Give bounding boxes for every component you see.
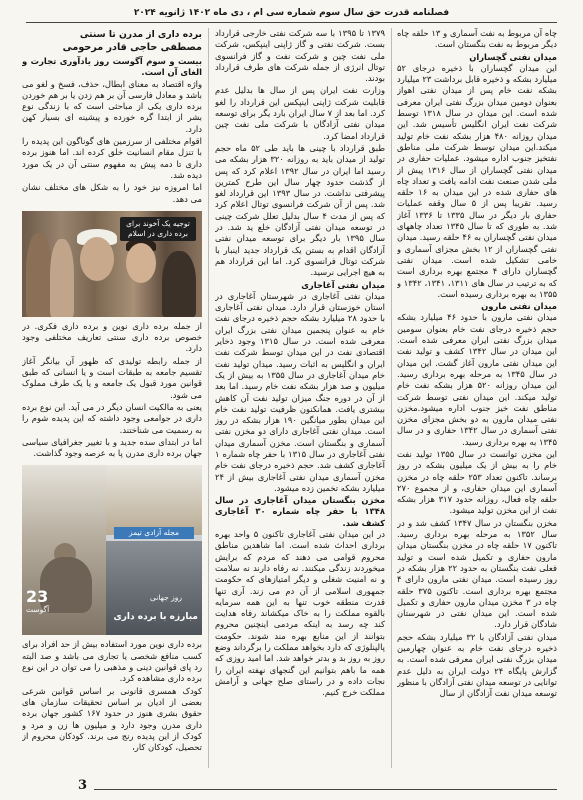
body-paragraph: طبق قرارداد با چینی ها باید طی ۵۲ ماه حجم تولید از میدان باید به روزانه ۳۲۰ هزار بشکه می رسید اما ایران در سال ۱۳۹۲ اعلام کرد که پس از گذشت حدود چهار سال این طرح کمترین پیشرفتی نداشت. در سال ۱۳۹۳ این قرارداد لغو شد. پس از آن شرکت فرانسوی توتال اعلام کرد که پس از مدت ۴ سال بدلیل تعلل شرکت چینی در توسعه میدان نفتی آزادگان خلع ید شد. در سال ۱۳۹۵ بار دیگر برای توسعه میدان نفتی آزادگان اقدام به بستن یک قرارداد جدید اینبار با شرکت توتال فرانسوی کرد. اما این قرارداد هم به هیچ اجرایی نرسید.: [215, 142, 385, 278]
body-paragraph: این میدان گچساران با ذخیره درجای ۵۲ میلیارد بشکه و ذخیره قابل برداشت ۲۳ میلیارد بشکه نفت خام پس از میدان نفتی اهواز بعنوان دومین میدان بزرگ نفتی ایران معرفی شده است. این میدان در سال ۱۳۱۸ توسط شرکت نفت ایران انگلیس تأسیس شد. این میدان روزانه ۴۸۰ هزار بشکه نفت خام تولید میکند.این میدان توسط شرکت ملی مناطق نفتخیز جنوب اداره میشود. عملیات حفاری در میدان نفتی گچساران از سال ۱۳۱۶ پیش از ملی شدن صنعت نفت ادامه یافت و تعداد چاه های حفاری شده در این میدان به ۱۶ حلقه رسید. تقریبا پس از ۵ سال وقفه عملیات حفاری بار دیگر در سال ۱۳۳۵ تا ۱۳۳۶ آغاز شد. به طوری که تا سال ۱۳۴۵ تعداد چاههای میدان نفتی گچساران به ۴۶ حلقه رسید. میدان نفتی گچساران از ۱۲ بخش مجزای آسماری و خامی تشکیل شده است. میدان نفتی گچساران دارای ۴ مجتمع بهره برداری است که به ترتیب در سال های ۱۳۱۱، ۱۳۴۱، ۱۳۴۲ و ۱۳۵۵ به بهره برداری رسیده است.: [397, 62, 557, 299]
section-heading: میدان نفتی مارون: [481, 301, 557, 312]
right-column: [397, 28, 557, 772]
page-number: 3: [78, 778, 88, 793]
article-title: برده داری از مدرن تا سنتی: [79, 29, 202, 40]
article-paragraph: واژه اقتصاد به معنای ابطال، حذف، فسخ و لغو می باشد و معادل فارسی آن بر هم زدن یا بر هم خوردن برده داری یکی از مباحثی است که با زندگی نوع بشر از ابتدا گره خورده و پیشینه ای بسیار کهن دارد.: [22, 78, 202, 134]
article-lead: بیست و سوم آگوست روز یادآوری تجارت و الغای آن است.: [22, 56, 202, 78]
body-paragraph: در این میدان نفتی آغاجاری تاکنون ۵ واحد بهره برداری احداث شده است. اما شاهدین مناطق محروم قوامی می دهند که مردم که برایش میخوردند زندگی میکنند. نه رفاه دارند نه سلامت و نه امنیت شغلی و دیگر امتیازهای که حکومت جمهوری اسلامی از آن دم می زند. آری تنها قدرت منطقه خوب تنها به این همه سرمایه بالقوه مملکت را به خاک میکشاند رفاه هدایت کند چه رسد به اینکه مردمی اینچنین محروم بتوانند از این منابع بهره مند شوند. حکومت پالپنلوژی که دارد بخواهد مملکت را برگرداند وضع روز به روز بد و بدتر خواهد شد. اما امید روزی که همه ما باهم بتوانیم این گنجهای نهفته ایران را نجات داده و در راستای صلح جهانی و آرامش مملکت خرج کنیم.: [215, 529, 385, 698]
man-face: [126, 243, 156, 283]
article-paragraph: اما امروزه نیز خود را به شکل های مختلف نشان می دهد.: [22, 182, 202, 204]
body-paragraph: وزارت نفت ایران پس از سال ها بدلیل عدم قابلیت شرکت ژاپنی اینپکس این قرارداد را لغو کرد. اما بعد از ۷ سال ایران بارد یگر برای توسعه میدان نفتی آزادگان با شرکت ملی نفت چین قرارداد امضا کرد.: [215, 85, 385, 141]
poster-magazine-label: مجله آزادی تیمز: [114, 527, 194, 539]
anti-slavery-poster: [22, 465, 202, 635]
poster-illustration: [106, 465, 202, 535]
page-footer: [22, 774, 557, 796]
body-paragraph: مخزن بنگستان در سال ۱۳۴۷ کشف شد و در سال ۱۳۵۲ به مرحله بهره برداری رسید. تاکنون ۱۷ حلقه چاه در مخزن بنگستان میدان مارون حفاری و تکمیل شده است و تولید فعلی نفت بنگستان به حدود ۲۲ هزار بشکه در روز رسیده است. میدان نفتی مارون دارای ۴ مجتمع بهره برداری است. تاکنون ۳۷۵ حلقه چاه در ۳ مخزن میدان مارون حفاری و تکمیل شده است. این میدان نفتی در شهرستان شادگان قرار دارد.: [397, 517, 557, 630]
section-heading: میدان نفتی گچساران: [469, 51, 557, 62]
article-paragraph: یعنی به مالکیت انسان دیگر در می آید. این نوع برده داری در جوامعی وجود داشته که این پدیده شوم را به رسمیت می شناختند.: [22, 401, 202, 435]
poster-day-number: 23: [26, 587, 49, 607]
body-paragraph: میدان نفتی آغاجاری در شهرستان آغاجاری در استان خوزستان قرار دارد. میدان نفتی آغاجاری با حدود ۲۸ میلیارد بشکه حجم ذخیره درجای نفت خام به عنوان پنجمین میدان نفتی بزرگ ایران معرفی شده است. در سال ۱۳۱۵ وجود ذخایر اقتصادی نفت در این میدان توسط شرکت نفت ایران و انگلیس به اثبات رسید. میدان تولید نفت خام میدان آغاجاری در سال ۱۳۵۵ به بیش از یک میلیون و صد هزار بشکه نفت خام رسید. اما بعد از آن در دوره جنگ میزان تولید نفت آن کاهش بیشتری یافت. همانکنون ظرفیت تولید نفت خام این میدان بطور میانگین ۱۹۰ هزار بشکه در روز است. میدان نفتی آغاجاری دارای دو مخزن نفتی آسماری و بنگستان است. مخزن آسماری میدان نفتی آغاجاری در سال ۱۳۱۵ با حفر چاه شماره ۱ آغاجاری کشف شد. حجم ذخیره درجای نفت خام مخزن آسماری میدان نفتی آغاجاری بیش از ۲۴ میلیارد بشکه تخمین زده میشود.: [215, 290, 385, 493]
image-caption-badge: توجیه یک آخوند برای برده داری در اسلام: [120, 217, 196, 241]
article-author: مصطفی حاجی قادر مرحومی: [62, 42, 202, 53]
article-paragraph: کودک همسری قانونی بر اساس قوانین شرعی بعضی از ادیان بر اساس تحقیقات سازمان های حقوق بشری هنوز در حدود ۱۶۷ کشور جهان برده داری مدرن وجود دارد و میلیون ها زن و مرد و کودک از این پدیده رنج می برند. کودکان محروم از تحصیل، کودکان کار،: [22, 685, 202, 753]
article-paragraph: اما در ابتدای سده جدید و با تغییر جغرافیای سیاسی جهان برده داری مدرن پا به عرصه وجود گذاشت.: [22, 436, 202, 459]
poster-title: مبارزه با برده داری: [113, 612, 198, 623]
middle-column: [215, 28, 385, 772]
body-paragraph: این مخزن توانست در سال ۱۳۵۵ تولید نفت خام را به بیش از یک میلیون بشکه در روز برساند. تاکنون تعداد ۲۵۳ حلقه چاه در مخزن آسماری این میدان حفاری، و از مجموع ۲۷۰ حلقه چاه فعال، روزانه حدود ۳۱۷ هزار بشکه نفت از این مخزن تولید میشود.: [397, 448, 557, 516]
figure-silhouette: [26, 233, 52, 317]
article-paragraph: از جمله رابطه تولیدی که ظهور آن بیانگر آغاز تقسیم جامعه به طبقات است و یا انسانی که طبق قوانین مورد قبول یک جامعه و یا یک طرف مملوک می شود.: [22, 355, 202, 400]
left-column-article: [22, 28, 202, 772]
page-header: فصلنامه قدرت حق سال سوم شماره سی ام ، دی ماه ۱۴۰۲ ژانویه ۲۰۲۴: [26, 6, 557, 23]
section-heading: میدان نفتی آغاجاری: [301, 279, 385, 290]
body-paragraph: چاه آن مربوط به نفت آسماری و ۱۳ حلقه چاه دیگر مربوط به نفت بنگستان است.: [397, 28, 557, 50]
cleric-photo-collage: [22, 211, 202, 317]
cleric-face: [80, 237, 114, 281]
article-paragraph: برده داری نوین مورد استفاده بیش از حد افراد برای کسب منافع شخصی یا تجاری می باشد و صد البته رد پای قوانین دینی و مذهبی را می توان در این نوع برده داری مشاهده کرد.: [22, 639, 202, 684]
body-paragraph: میدان نفتی آزادگان با ۳۲ میلیارد بشکه حجم ذخیره درجای نفت خام به عنوان چهارمین میدان بزرگ نفتی ایران معرفی شده است. به گزارش پایگاه ۲۴ دولت ایران به دلیل عدم توانایی در توسعه میدان نفتی آزادگان با منظور توسعه میدان نفت آزادگان از سال: [397, 631, 557, 699]
article-paragraph: اقوام مختلفی از سرزمین های گوناگون این پدیده را با تنزل مقام انسانیت خلق کرده اند. اما هنوز برده داری تا دمه پیش به مفهوم سنتی آن در یک مورد دیده شد.: [22, 136, 202, 180]
column-divider: [208, 28, 209, 768]
poster-month: آگوست: [26, 605, 50, 615]
footer-rule: [94, 789, 557, 790]
article-paragraph: از جمله برده داری نوین و برده داری فکری. در خصوص برده داری سنتی تعاریف مختلفی وجود دارد.: [22, 320, 202, 354]
column-divider: [391, 28, 392, 768]
figure-silhouette: [50, 239, 74, 317]
section-heading: مخزن بنگستان میدان آغاجاری در سال ۱۳۴۸ با حفر چاه شماره ۳۰ آغاجاری کشف شد.: [215, 495, 385, 528]
body-paragraph: ۱۳۷۹ تا ۱۳۹۵ با سه شرکت نفتی خارجی قرارداد بست. شرکت نفتی و گاز ژاپنی اینپکس، شرکت ملی نفت چین و شرکت نفت و گاز فرانسوی توتال انرژی از جمله شرکت های طرف قرارداد بودند.: [215, 28, 385, 84]
body-paragraph: میدان نفتی مارون با حدود ۴۶ میلیارد بشکه حجم ذخیره درجای نفت خام بعنوان سومین میدان بزرگ نفتی ایران معرفی شده است. این میدان در سال ۱۳۴۲ کشف و تولید نفت این میدان نفتی مارون آغاز گشت. این میدان در سال ۱۳۴۵ به مرحله بهره برداری رسید. این میدان روزانه ۵۲۰ هزار بشکه نفت خام تولید میکند. این میدان نفتی توسط شرکت مناطق نفت خیز جنوب اداره میشود.مخزن نفتی میدان مارون به دو بخش مجزای مخزن نفتی آسماری در سال ۱۳۴۲ حفاری و در سال ۱۳۴۵ به بهره برداری رسید.: [397, 312, 557, 447]
figure-silhouette: [162, 251, 196, 317]
poster-day-name: روز جهانی: [150, 593, 182, 603]
